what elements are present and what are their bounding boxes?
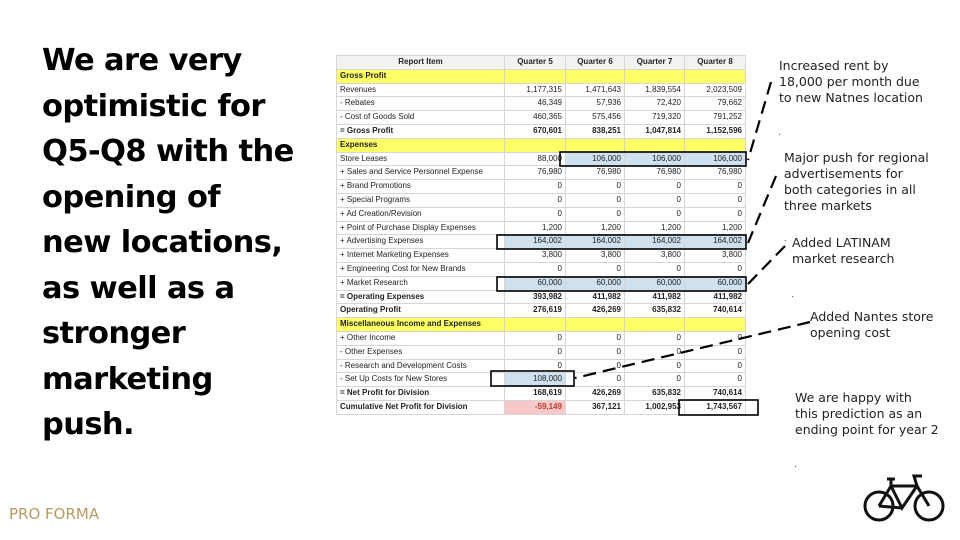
column-header: Quarter 6 (566, 56, 625, 70)
table-cell: 79,662 (685, 97, 746, 111)
row-label: Revenues (337, 84, 505, 98)
table-cell: 411,982 (625, 291, 685, 305)
table-cell: 0 (566, 332, 625, 346)
table-cell: 106,000 (685, 153, 746, 167)
table-cell: 740,614 (685, 304, 746, 318)
headline-line: marketing (42, 361, 213, 397)
table-cell: 0 (625, 360, 685, 374)
table-cell: 57,936 (566, 97, 625, 111)
row-label: Cumulative Net Profit for Division (337, 401, 505, 415)
bullet-marker: . (778, 128, 781, 138)
table-cell: 76,980 (625, 166, 685, 180)
row-label: + Internet Marketing Expenses (337, 249, 505, 263)
table-cell: 76,980 (566, 166, 625, 180)
callout-line-ads (748, 176, 776, 243)
table-cell: 1,839,554 (625, 84, 685, 98)
table-cell: 426,269 (566, 304, 625, 318)
table-cell: 0 (685, 332, 746, 346)
table-cell (505, 70, 566, 84)
table-cell: 3,800 (625, 249, 685, 263)
table-cell: 1,471,643 (566, 84, 625, 98)
table-cell: 164,002 (685, 235, 746, 249)
row-label: - Cost of Goods Sold (337, 111, 505, 125)
table-cell: 0 (505, 263, 566, 277)
table-cell: 164,002 (625, 235, 685, 249)
table-cell (685, 318, 746, 332)
table-cell: 0 (566, 208, 625, 222)
table-cell: 60,000 (685, 277, 746, 291)
table-cell: 635,832 (625, 304, 685, 318)
row-label: + Market Research (337, 277, 505, 291)
footer-label: PRO FORMA (9, 505, 100, 523)
bullet-marker: . (784, 234, 787, 244)
table-cell (685, 70, 746, 84)
table-cell: 393,982 (505, 291, 566, 305)
spreadsheet-grid (336, 55, 746, 415)
table-cell: 76,980 (505, 166, 566, 180)
row-label: + Point of Purchase Display Expenses (337, 222, 505, 236)
table-cell: 1,200 (566, 222, 625, 236)
annotation-cumulative: We are happy with this prediction as an ending point for year 2 (795, 390, 939, 437)
table-cell (625, 318, 685, 332)
column-header: Quarter 5 (505, 56, 566, 70)
table-cell: 0 (566, 180, 625, 194)
table-cell: 0 (505, 208, 566, 222)
table-cell (566, 70, 625, 84)
headline-line: new locations, (42, 225, 283, 260)
pro-forma-spreadsheet (336, 55, 745, 414)
table-cell: 1,047,814 (625, 125, 685, 139)
table-cell: 0 (685, 360, 746, 374)
table-cell (566, 318, 625, 332)
table-cell (505, 318, 566, 332)
table-cell: 3,800 (505, 249, 566, 263)
bullet-marker: . (791, 290, 794, 300)
row-label: - Set Up Costs for New Stores (337, 373, 505, 387)
table-cell: 72,420 (625, 97, 685, 111)
table-cell: 719,320 (625, 111, 685, 125)
table-cell (625, 70, 685, 84)
bicycle-icon (862, 472, 946, 524)
table-cell: 0 (625, 373, 685, 387)
table-cell: -59,149 (505, 401, 566, 415)
annotation-setup: Added Nantes store opening cost (810, 309, 934, 340)
headline-line: stronger (42, 316, 186, 351)
table-cell: 0 (566, 360, 625, 374)
table-cell: 88,000 (505, 153, 566, 167)
annotation-research: Added LATINAM market research (792, 235, 895, 266)
row-label: + Special Programs (337, 194, 505, 208)
table-cell (505, 139, 566, 153)
table-cell: 0 (685, 373, 746, 387)
table-cell (685, 139, 746, 153)
table-cell: 76,980 (685, 166, 746, 180)
row-label: + Advertising Expenses (337, 235, 505, 249)
table-cell: 0 (685, 180, 746, 194)
row-label: + Engineering Cost for New Brands (337, 263, 505, 277)
row-label: Miscellaneous Income and Expenses (337, 318, 505, 332)
table-cell (625, 139, 685, 153)
row-label: + Ad Creation/Revision (337, 208, 505, 222)
table-cell: 60,000 (625, 277, 685, 291)
table-cell: 60,000 (566, 277, 625, 291)
table-cell: 106,000 (625, 153, 685, 167)
table-cell: 0 (685, 194, 746, 208)
bullet-marker: . (794, 460, 797, 470)
headline-line: as well as a (42, 270, 235, 306)
table-cell: 838,251 (566, 125, 625, 139)
row-label: - Other Expenses (337, 346, 505, 360)
table-cell: 1,200 (685, 222, 746, 236)
table-cell: 2,023,509 (685, 84, 746, 98)
table-cell: 46,349 (505, 97, 566, 111)
callout-line-rent (748, 82, 771, 160)
table-cell: 791,252 (685, 111, 746, 125)
table-cell: 164,002 (505, 235, 566, 249)
table-cell: 0 (685, 346, 746, 360)
table-cell: 635,832 (625, 387, 685, 401)
table-cell: 0 (505, 180, 566, 194)
row-label: = Net Profit for Division (337, 387, 505, 401)
table-cell: 0 (625, 180, 685, 194)
table-cell: 0 (505, 332, 566, 346)
row-label: = Operating Expenses (337, 291, 505, 305)
column-header: Report Item (337, 56, 505, 70)
table-cell: 426,269 (566, 387, 625, 401)
column-header: Quarter 7 (625, 56, 685, 70)
table-cell: 164,002 (566, 235, 625, 249)
table-cell: 106,000 (566, 153, 625, 167)
row-label: - Research and Development Costs (337, 360, 505, 374)
table-cell: 0 (566, 263, 625, 277)
table-cell: 575,456 (566, 111, 625, 125)
row-label: + Sales and Service Personnel Expense (337, 166, 505, 180)
table-cell: 0 (505, 360, 566, 374)
headline-line: opening of (42, 179, 221, 215)
table-cell: 3,800 (566, 249, 625, 263)
table-cell: 0 (625, 208, 685, 222)
table-cell: 1,200 (505, 222, 566, 236)
row-label: - Rebates (337, 97, 505, 111)
table-cell: 0 (625, 194, 685, 208)
row-label: Store Leases (337, 153, 505, 167)
table-cell: 168,619 (505, 387, 566, 401)
row-label: + Other Income (337, 332, 505, 346)
table-cell: 3,800 (685, 249, 746, 263)
table-cell: 1,177,315 (505, 84, 566, 98)
table-cell: 108,000 (505, 373, 566, 387)
table-cell: 0 (625, 332, 685, 346)
table-cell: 0 (566, 346, 625, 360)
row-label: Expenses (337, 139, 505, 153)
table-cell: 0 (505, 194, 566, 208)
headline-line: push. (42, 407, 134, 442)
headline-line: Q5-Q8 with the (42, 134, 294, 169)
headline-line: optimistic for (42, 88, 265, 124)
table-cell: 0 (566, 194, 625, 208)
table-cell: 740,614 (685, 387, 746, 401)
column-header: Quarter 8 (685, 56, 746, 70)
row-label: Gross Profit (337, 70, 505, 84)
table-cell: 0 (505, 346, 566, 360)
headline (42, 38, 332, 448)
table-cell: 0 (685, 263, 746, 277)
table-cell: 276,619 (505, 304, 566, 318)
row-label: + Brand Promotions (337, 180, 505, 194)
row-label: Operating Profit (337, 304, 505, 318)
table-cell: 60,000 (505, 277, 566, 291)
annotation-ads: Major push for regional advertisements for both categories in all three markets (784, 150, 929, 213)
table-cell: 1,002,953 (625, 401, 685, 415)
table-cell (566, 139, 625, 153)
annotation-rent: Increased rent by 18,000 per month due to new Natnes location (779, 58, 923, 105)
table-cell: 411,982 (685, 291, 746, 305)
table-cell: 1,152,596 (685, 125, 746, 139)
table-cell: 670,601 (505, 125, 566, 139)
callout-line-research (748, 246, 785, 284)
table-cell: 0 (625, 346, 685, 360)
headline-line: We are very (42, 43, 242, 78)
table-cell: 0 (685, 208, 746, 222)
table-cell: 411,982 (566, 291, 625, 305)
table-cell: 367,121 (566, 401, 625, 415)
table-cell: 0 (566, 373, 625, 387)
table-cell: 1,743,567 (685, 401, 746, 415)
table-cell: 1,200 (625, 222, 685, 236)
table-cell: 0 (625, 263, 685, 277)
row-label: = Gross Profit (337, 125, 505, 139)
table-cell: 460,365 (505, 111, 566, 125)
